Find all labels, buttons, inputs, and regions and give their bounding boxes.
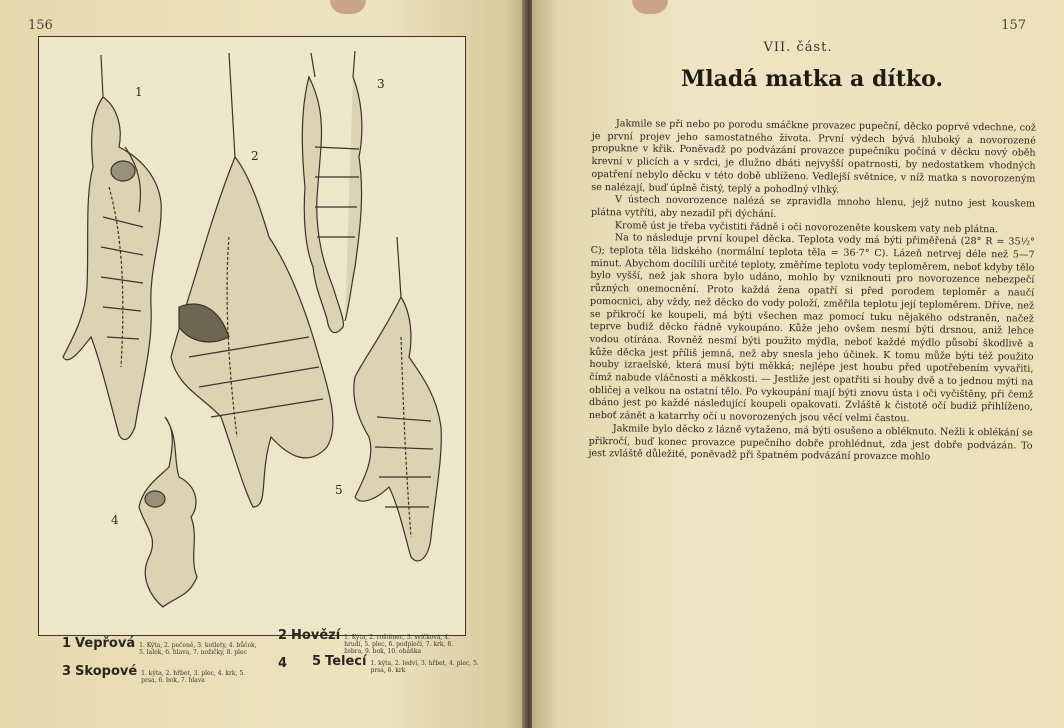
figure-number-1: 1 [135,85,143,99]
legend-number: 5 [312,654,322,669]
legend-number: 3 [62,664,72,679]
carcass-illustration [39,37,465,635]
legend-text: 1. kýta, 2. hřbet, 3. plec, 4. krk, 5. prsa, 6. bok, 7. hlava [141,670,246,684]
paragraph: Kromě úst je třeba vyčistiti řádně i oči novorozeněte kouskem vaty neb plátna. [614,219,999,235]
legend-name: Vepřová [75,636,136,651]
paragraph: Jakmile bylo děcko z lázně vytaženo, má býti osušeno a obléknuto. Nežli k oblékání se přikročí, buď konec provazce pupečního dobře prohlédnut, zda jest dobře podvázán. To jest zvláště důležité, poněvadž při špatném podvázání provazce mohlo [588,423,1033,463]
legend-number: 4 [278,656,288,671]
legend-item-mutton [62,664,261,684]
paragraph: V ústech novorozence nalézá se zpravidla mnoho hlenu, jejž nutno jest kouskem plátna vytříti, aby nezadil při dýchání. [590,194,1036,220]
right-page [532,0,1064,728]
veal-carcass-drawing [354,237,442,561]
legend-text: 1. kýta, 2. ledví, 3. hřbet, 4. plec, 5. prsa, 6. krk [370,660,479,674]
legend-text: 1. Kýta, 2. pečeně, 3. kotlety, 4. bůček, 5. lalok, 6. hlava, 7. nožičky, 8. plec [139,642,257,656]
legend-item-4 [278,656,287,671]
mutton-carcass-drawing [302,51,362,333]
chapter-body [588,118,1036,466]
legend-name: Telecí [325,654,367,669]
figure-number-3: 3 [377,77,385,91]
legend-item-pork [62,636,259,656]
paragraph: Jakmile se při nebo po porodu smáčkne provazec pupeční, děcko poprvé vdechne, což je první projev jeho samostatného života. První výdech bývá hluboký a novorozené propukne v křik. Poněvadž po podvázání provazce pupečníku počíná v děcku nový oběh krevní v plicích a v srdci, je dlužno dbáti nejvyšší opatrnosti, by nedostatkem vhodných opatření nebylo děcku v této době ublíženo. Vedlejší světnice, v níž matka s novorozeným se nalézají, buď úplně čistý, teplý a pohodlný vlhký. [591,118,1036,196]
figure-number-4: 4 [111,513,119,527]
paragraph: Na to následuje první koupel děcka. Teplota vody má býti přiměřená (28° R = 35½° C); teplota těla lidského (normální teplota těla = 36·7° C). Lázeň netrvej déle než 5—7 minut. Abychom docílili určité teploty, změříme teplotu vody teploměrem, neboť kdyby tělo bylo vyšší, než jak shora bylo udáno, mohlo by vzniknouti pro novorozence nebezpečí různých onemocnění. Proto každá žena opatří si před porodem teploměr a naučí pomocnici, aby vždy, než děcko do vody položí, změřila teplotu její teploměrem. Dříve, než se přikročí ke koupeli, má býti všechen maz pomocí tuku nějakého odstraněn, načež teprve budiž děcko řádně vykoupáno. Kůže jeho ovšem nesmí býti drsnou, aniž lehce vodou otírána. Rovněž nesmí býti použito mýdla, neboť každé mýdlo působí škodlivě a kůže děcka jest příliš jemná, než aby snesla jeho účinek. K tomu může býti též použito houby izraelské, která musí býti měkká; nejlépe jest houbu před upotřebením vyvařiti, čímž nabude vláčnosti a měkkosti. — Jestliže jest opatřiti si houby dvě a to jednou mýti na obličej a velkou na ostatní tělo. Po vykoupání mají býti znovu ústa i oči vyčištěny, při čemž dbáno jest po každé následující koupeli opakovati. Zvláště k čistotě očí budiž přihlíženo, neboť zánět a katarrhy očí u novorozených jsou věcí velmi častou. [588,232,1035,425]
chapter-title: Mladá matka a dítko. [680,66,944,92]
legend-name: Skopové [75,664,138,679]
pork-carcass-drawing [63,55,161,440]
left-page-number: 156 [28,18,53,33]
legend-number: 2 [278,628,288,643]
right-page-number: 157 [1001,18,1026,33]
left-page [0,0,528,728]
meat-cuts-plate [38,36,466,636]
legend-text: 1. Kýta, 2. roštěnec, 3. svíčková, 4. hrudí, 5. plec, 6. podplečí, 7. krk, 8. žebra, 9. bok, 10. oháňka [344,634,454,655]
figure-number-5: 5 [335,483,343,497]
part-label: VII. část. [763,40,833,55]
plate-legend [50,628,500,688]
legend-item-veal [312,654,490,674]
legend-name: Hovězí [291,628,341,643]
calf-carcass-drawing [139,417,197,607]
legend-item-beef [278,628,464,655]
figure-number-2: 2 [251,149,259,163]
legend-number: 1 [62,636,72,651]
